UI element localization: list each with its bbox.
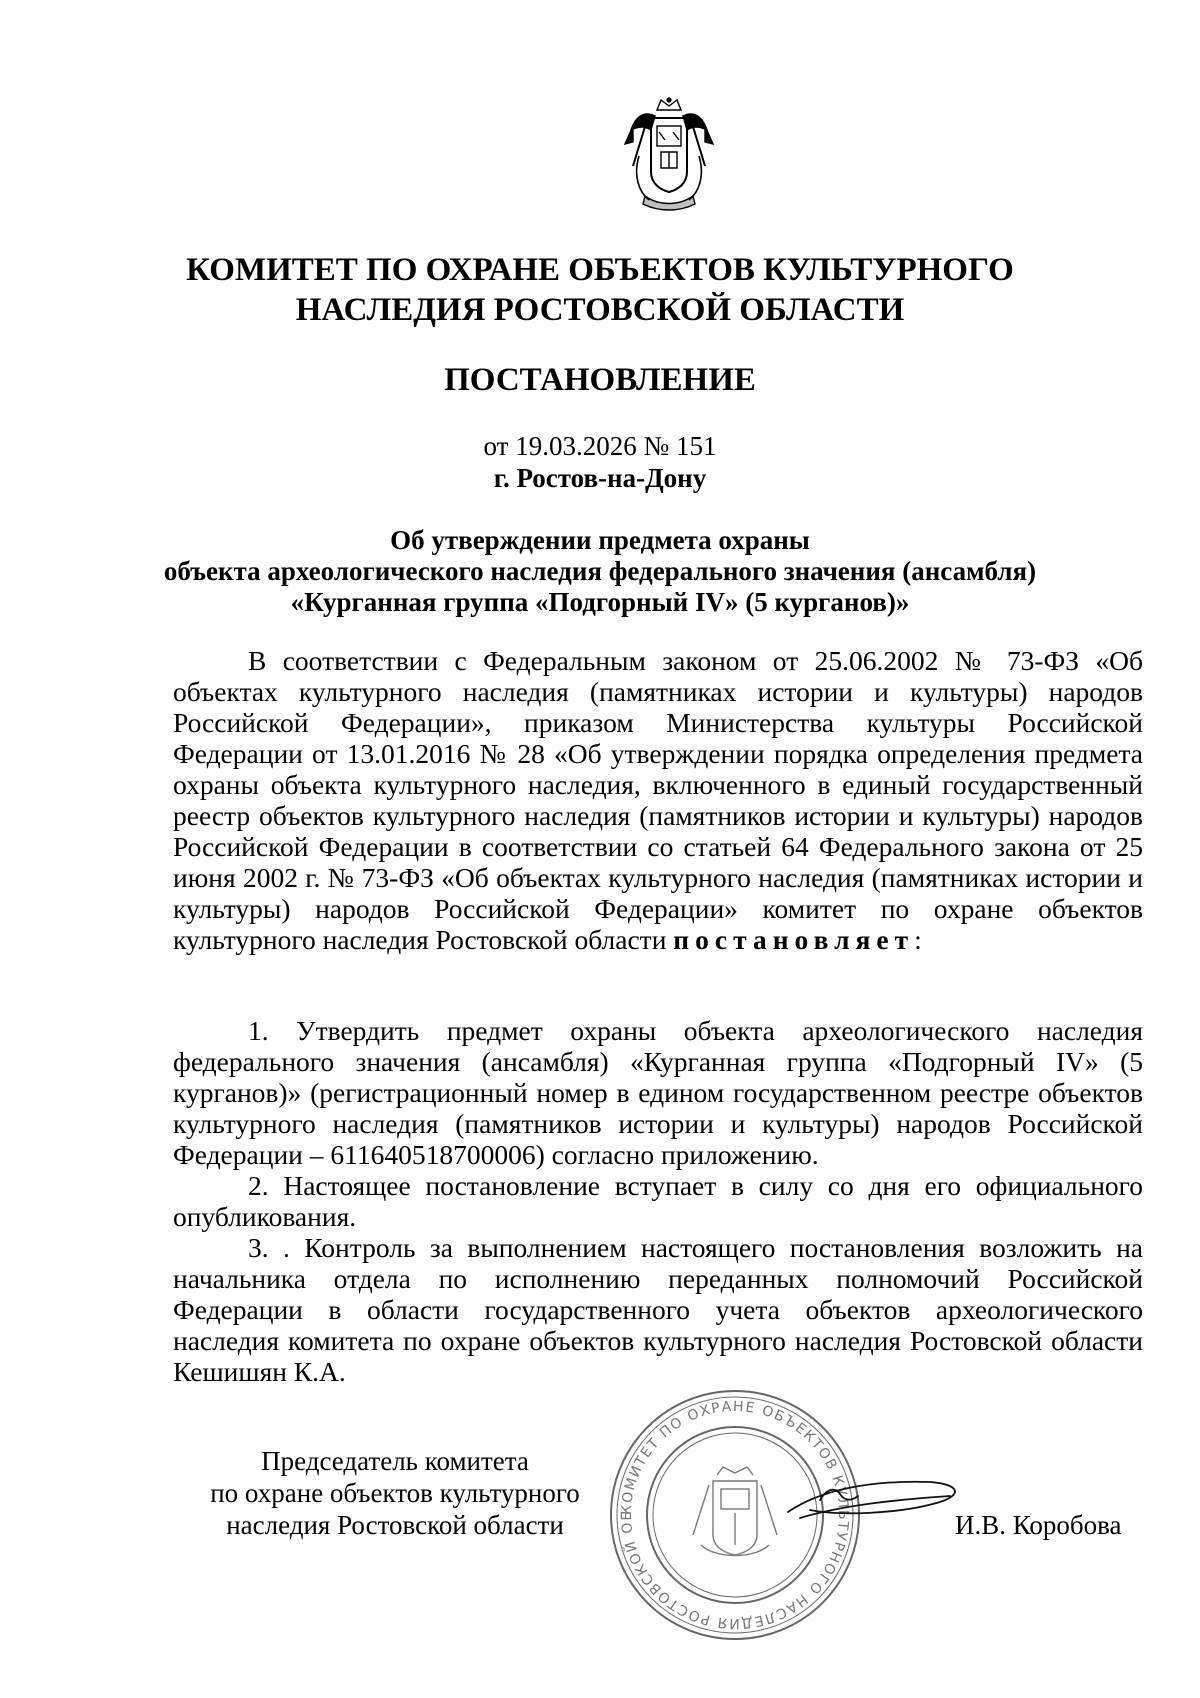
subject-line2: объекта археологического наследия федерального значения (ансамбля) xyxy=(163,556,1037,586)
organization-title-line1: КОМИТЕТ ПО ОХРАНЕ ОБЪЕКТОВ КУЛЬТУРНОГО xyxy=(186,252,1014,288)
resolution-item-1: 1. Утвердить предмет охраны объекта археологического наследия федерального значения (ансамбля) «Курганная группа «Подгорный IV» (5 курганов)» (регистрационный номер в едином государственном реестре объектов культурного наследия (памятников истории и культуры) народов Российской Федерации – 611640518700006) согласно приложению. xyxy=(173,1015,1143,1170)
signatory-position xyxy=(190,1445,600,1541)
document-type: ПОСТАНОВЛЕНИЕ xyxy=(444,362,756,398)
city: г. Ростов-на-Дону xyxy=(493,463,707,493)
organization-title xyxy=(0,250,1200,330)
resolves-word: постановляет xyxy=(673,924,915,955)
resolution-item-2: 2. Настоящее постановление вступает в силу со дня его официального опубликования. xyxy=(173,1170,1143,1232)
resolution-items xyxy=(173,1015,1143,1387)
handwritten-signature-icon xyxy=(780,1460,970,1540)
preamble-paragraph xyxy=(173,645,1143,955)
resolves-colon: : xyxy=(914,924,922,955)
organization-title-line2: НАСЛЕДИЯ РОСТОВСКОЙ ОБЛАСТИ xyxy=(295,292,905,328)
preamble-text: В соответствии с Федеральным законом от 25.06.2002 № 73-ФЗ «Об объектах культурного наследия (памятниках истории и культуры) народов Российской Федерации», приказом Министерства культуры Российской Федерации от 13.01.2016 № 28 «Об утверждении порядка определения предмета охраны объекта культурного наследия, включенного в единый государственный реестр объектов культурного наследия (памятников истории и культуры) народов Российской Федерации в соответствии со статьей 64 Федерального закона от 25 июня 2002 г. № 73-ФЗ «Об объектах культурного наследия (памятниках истории и культуры) народов Российской Федерации» комитет по охране объектов культурного наследия Ростовской области xyxy=(173,645,1143,955)
signatory-name: И.В. Коробова xyxy=(955,1510,1122,1540)
date-and-number: от 19.03.2026 № 151 xyxy=(483,431,717,461)
subject-line1: Об утверждении предмета охраны xyxy=(390,525,810,555)
coat-of-arms-icon xyxy=(618,96,720,214)
handwritten-signature xyxy=(780,1460,970,1540)
document-subject xyxy=(60,525,1140,618)
position-line2: по охране объектов культурного xyxy=(210,1478,580,1508)
preamble xyxy=(173,645,1143,955)
position-line3: наследия Ростовской области xyxy=(226,1510,564,1540)
stamp-ring-text: КОМИТЕТ ПО ОХРАНЕ ОБЪЕКТОВ КУЛЬТУРНОГО НАСЛЕДИЯ РОСТОВСКОЙ ОБ xyxy=(618,1398,852,1632)
position-line1: Председатель комитета xyxy=(261,1446,529,1476)
subject-line3: «Курганная группа «Подгорный IV» (5 курганов)» xyxy=(290,587,910,617)
coat-of-arms-emblem xyxy=(618,96,720,214)
resolution-item-3: 3. . Контроль за выполнением настоящего постановления возложить на начальника отдела по исполнению переданных полномочий Российской Федерации в области государственного учета объектов археологического наследия комитета по охране объектов культурного наследия Ростовской области Кешишян К.А. xyxy=(173,1232,1143,1387)
